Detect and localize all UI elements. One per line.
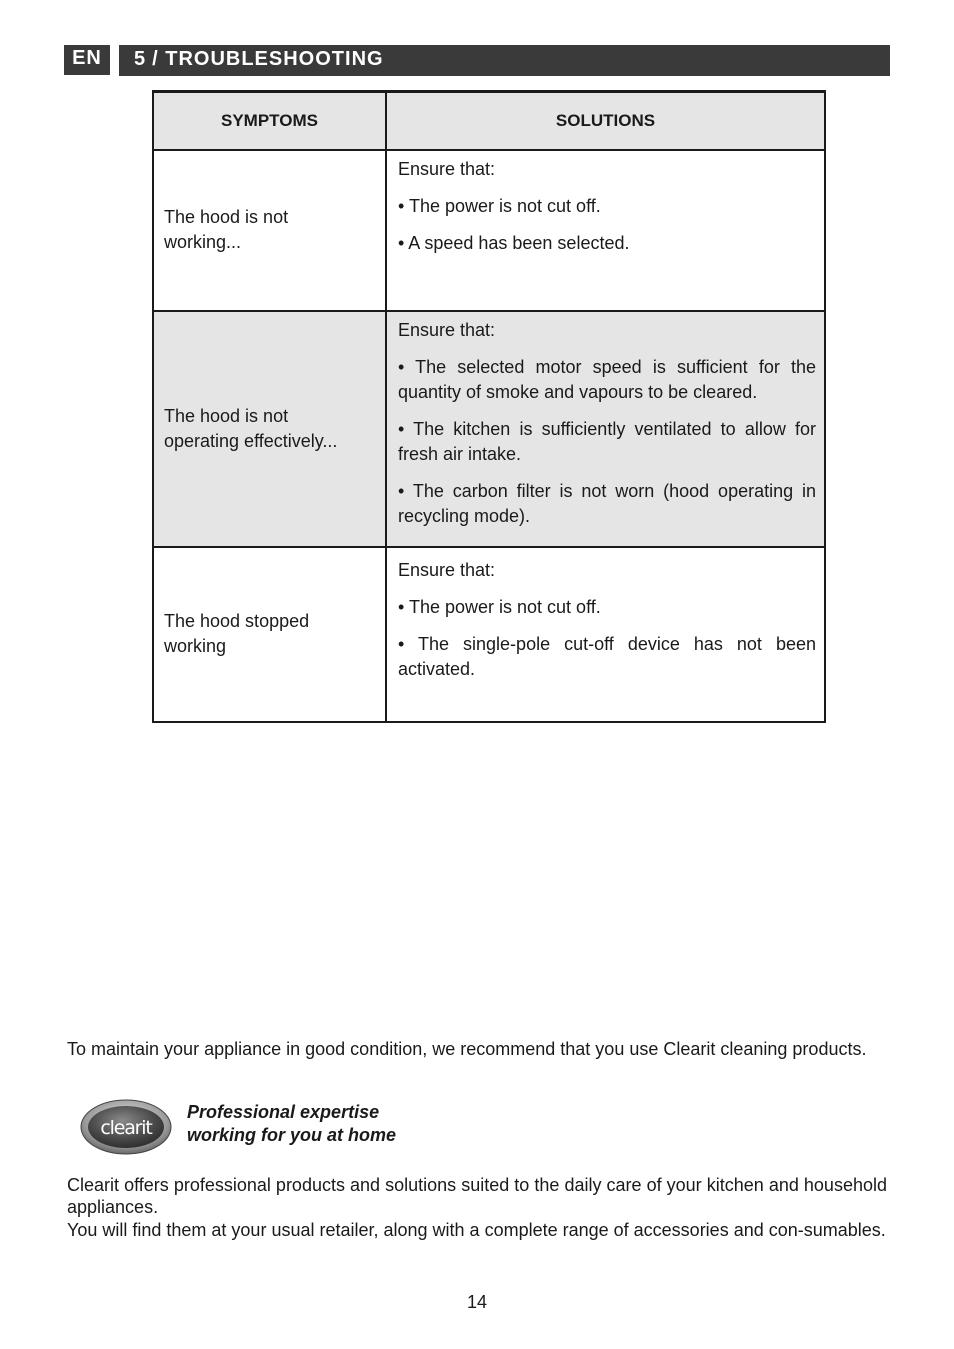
clearit-logo [80,1098,172,1156]
solution-cell [386,150,825,311]
solution-bullet: • The power is not cut off. [398,195,601,216]
clearit-tagline [187,1101,396,1147]
section-title: / TROUBLESHOOTING [152,48,384,70]
symptom-cell [153,311,386,547]
solution-cell [386,547,825,722]
symptom-text-line: working... [164,232,242,252]
table-row [153,311,825,547]
table-header-row [153,92,825,150]
solution-bullet: • A speed has been selected. [398,232,630,253]
section-header [119,45,890,76]
table-row [153,150,825,311]
solution-intro: Ensure that: [398,319,496,340]
symptom-cell [153,150,386,311]
solution-bullet: • The kitchen is sufficiently ventilated to allow for fresh air intake. [398,418,816,464]
solution-bullet: • The power is not cut off. [398,596,601,617]
solution-bullet: • The carbon filter is not worn (hood operating in recycling mode). [398,480,816,526]
tagline-line: Professional expertise [187,1102,380,1122]
troubleshooting-table [152,90,826,723]
solution-bullet: • The single-pole cut-off device has not been activated. [398,633,816,679]
symptom-text-line: The hood is not [164,207,289,227]
symptoms-header: SYMPTOMS [153,92,386,150]
solution-intro: Ensure that: [398,559,496,580]
symptom-cell [153,547,386,722]
svg-text:clearit: clearit [100,1117,152,1139]
solutions-header: SOLUTIONS [386,92,825,150]
page-number: 14 [466,1292,488,1312]
solution-intro: Ensure that: [398,158,496,179]
language-badge: EN [64,45,110,75]
clearit-description: Clearit offers professional products and solutions suited to the daily care of your kitchen and household appliances. [67,1175,887,1217]
maintenance-intro: To maintain your appliance in good condition, we recommend that you use Clearit cleaning products. [67,1039,867,1059]
tagline-line: working for you at home [187,1125,397,1145]
solution-bullet: • The selected motor speed is sufficient for the quantity of smoke and vapours to be cleared. [398,356,816,402]
section-number: 5 [134,48,147,70]
symptom-text-line: The hood is not [164,405,289,426]
symptom-text-line: operating effectively... [164,430,338,451]
symptom-text-line: working [164,636,227,656]
symptom-text-line: The hood stopped [164,611,310,631]
solution-cell [386,311,825,547]
clearit-retailer-note: You will find them at your usual retailer, along with a complete range of accessories and con-sumables. [67,1220,886,1240]
table-row [153,547,825,722]
